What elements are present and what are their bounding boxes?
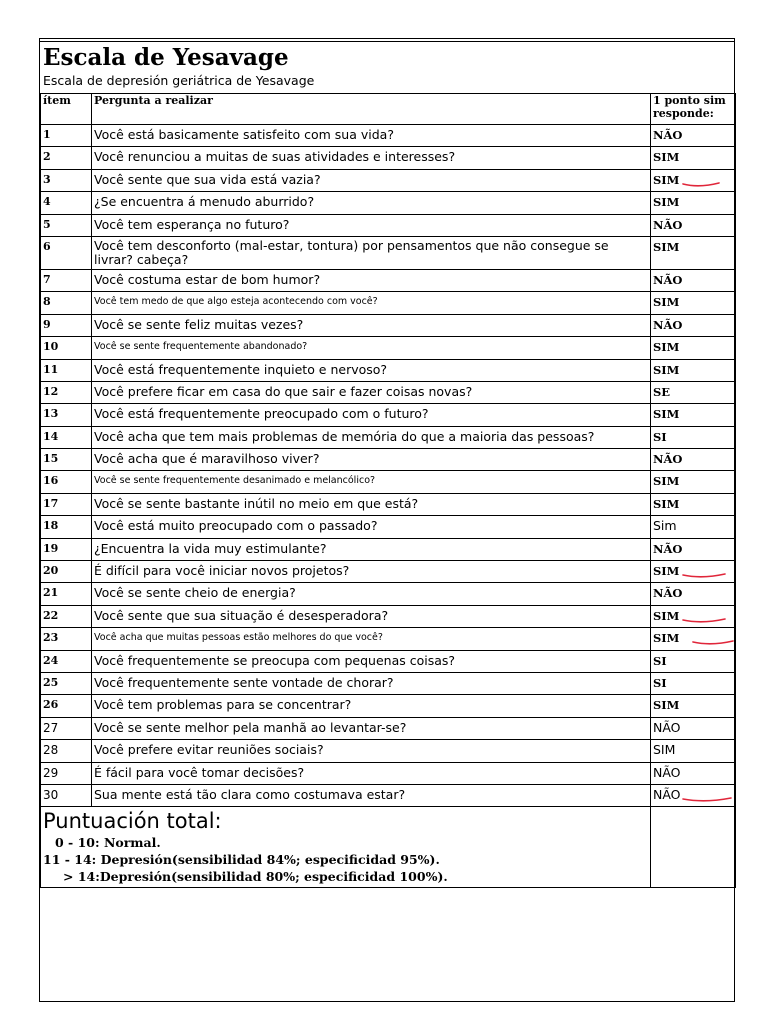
answer-cell xyxy=(651,605,736,627)
table-row xyxy=(41,359,736,381)
table-row xyxy=(41,583,736,605)
question-text: Você sente que sua situação é desesperadora? xyxy=(92,605,651,627)
answer-cell xyxy=(651,337,736,359)
question-text: Você sente que sua vida está vazia? xyxy=(92,169,651,191)
question-text: Você prefere evitar reuniões sociais? xyxy=(92,740,651,762)
table-row xyxy=(41,471,736,493)
question-text: Você costuma estar de bom humor? xyxy=(92,269,651,291)
header-answer xyxy=(651,94,736,125)
answer-cell xyxy=(651,717,736,739)
answer-value: SIM xyxy=(653,742,676,758)
item-number: 13 xyxy=(41,404,92,426)
answer-cell xyxy=(651,192,736,214)
answer-value: SIM xyxy=(653,407,680,422)
item-number: 26 xyxy=(41,695,92,717)
question-text: Você se sente frequentemente abandonado? xyxy=(92,337,651,359)
table-row xyxy=(41,269,736,291)
table-row xyxy=(41,192,736,214)
item-number: 21 xyxy=(41,583,92,605)
item-number: 1 xyxy=(41,125,92,147)
answer-value: NÃO xyxy=(653,764,681,780)
item-number: 7 xyxy=(41,269,92,291)
answer-value: SI xyxy=(653,675,667,690)
table-row xyxy=(41,628,736,650)
answer-cell xyxy=(651,381,736,403)
total-score-value-cell xyxy=(651,807,736,888)
answer-cell xyxy=(651,359,736,381)
question-text: É difícil para você iniciar novos projetos? xyxy=(92,561,651,583)
total-range-moderate: 11 - 14: Depresión(sensibilidad 84%; especificidad 95%). xyxy=(43,852,440,868)
answer-value: SIM xyxy=(653,698,680,713)
handwritten-underline-mark xyxy=(691,628,735,648)
answer-cell xyxy=(651,538,736,560)
table-row xyxy=(41,493,736,515)
item-number: 16 xyxy=(41,471,92,493)
question-text: Você frequentemente se preocupa com pequenas coisas? xyxy=(92,650,651,672)
item-number: 12 xyxy=(41,381,92,403)
answer-cell xyxy=(651,449,736,471)
answer-cell xyxy=(651,561,736,583)
table-row xyxy=(41,717,736,739)
table-row xyxy=(41,538,736,560)
table-row xyxy=(41,605,736,627)
item-number: 19 xyxy=(41,538,92,560)
table-row xyxy=(41,125,736,147)
answer-value: NÃO xyxy=(653,317,683,332)
question-text: ¿Se encuentra á menudo aburrido? xyxy=(92,192,651,214)
document-subtitle: Escala de depresión geriátrica de Yesavage xyxy=(43,73,315,88)
answer-cell xyxy=(651,628,736,650)
item-number: 23 xyxy=(41,628,92,650)
item-number: 15 xyxy=(41,449,92,471)
question-text: Você acha que é maravilhoso viver? xyxy=(92,449,651,471)
answer-value: SIM xyxy=(653,631,680,646)
answer-value: SIM xyxy=(653,150,680,165)
answer-value: NÃO xyxy=(653,541,683,556)
answer-value: NÃO xyxy=(653,452,683,467)
answer-value: SIM xyxy=(653,172,680,187)
question-text: Você tem esperança no futuro? xyxy=(92,214,651,236)
question-text: Você se sente feliz muitas vezes? xyxy=(92,314,651,336)
answer-value: SI xyxy=(653,653,667,668)
item-number: 3 xyxy=(41,169,92,191)
answer-cell xyxy=(651,292,736,314)
item-number: 18 xyxy=(41,516,92,538)
question-text: Você se sente frequentemente desanimado e melancólico? xyxy=(92,471,651,493)
answer-value: SIM xyxy=(653,362,680,377)
scale-sheet xyxy=(39,38,735,1002)
answer-value: NÃO xyxy=(653,586,683,601)
table-row xyxy=(41,784,736,806)
answer-cell xyxy=(651,516,736,538)
answer-value: NÃO xyxy=(653,217,683,232)
total-score-cell xyxy=(41,807,651,888)
table-row xyxy=(41,740,736,762)
table-row xyxy=(41,650,736,672)
question-text: Você tem problemas para se concentrar? xyxy=(92,695,651,717)
answer-cell xyxy=(651,125,736,147)
question-text: Você prefere ficar em casa do que sair e fazer coisas novas? xyxy=(92,381,651,403)
question-text: Você tem desconforto (mal-estar, tontura) por pensamentos que não consegue se livrar? cabeça? xyxy=(92,236,651,269)
table-row xyxy=(41,426,736,448)
answer-cell xyxy=(651,404,736,426)
answer-value: NÃO xyxy=(653,786,681,802)
table-row xyxy=(41,695,736,717)
table-row xyxy=(41,449,736,471)
table-row xyxy=(41,762,736,784)
table-row xyxy=(41,516,736,538)
document-title: Escala de Yesavage xyxy=(43,44,289,71)
total-score-row xyxy=(41,807,736,888)
answer-value: SE xyxy=(653,384,671,399)
answer-value: SIM xyxy=(653,295,680,310)
answer-value: SIM xyxy=(653,608,680,623)
question-text: Você renunciou a muitas de suas atividades e interesses? xyxy=(92,147,651,169)
handwritten-underline-mark xyxy=(681,170,721,190)
question-text: Você está basicamente satisfeito com sua vida? xyxy=(92,125,651,147)
answer-cell xyxy=(651,740,736,762)
answer-cell xyxy=(651,695,736,717)
table-row xyxy=(41,147,736,169)
answer-cell xyxy=(651,672,736,694)
item-number: 17 xyxy=(41,493,92,515)
handwritten-underline-mark xyxy=(681,561,727,581)
total-score-title: Puntuación total: xyxy=(43,809,222,834)
answer-value: SIM xyxy=(653,564,680,579)
question-text: Você acha que tem mais problemas de memória do que a maioria das pessoas? xyxy=(92,426,651,448)
total-range-severe: > 14:Depresión(sensibilidad 80%; especificidad 100%). xyxy=(63,869,448,885)
table-row xyxy=(41,381,736,403)
item-number: 29 xyxy=(41,762,92,784)
item-number: 11 xyxy=(41,359,92,381)
handwritten-underline-mark xyxy=(681,785,733,805)
table-row xyxy=(41,404,736,426)
header-item: ítem xyxy=(41,94,92,125)
item-number: 4 xyxy=(41,192,92,214)
top-border-line xyxy=(40,41,734,42)
item-number: 2 xyxy=(41,147,92,169)
question-text: É fácil para você tomar decisões? xyxy=(92,762,651,784)
question-text: Você tem medo de que algo esteja acontecendo com você? xyxy=(92,292,651,314)
answer-value: SIM xyxy=(653,239,680,254)
question-text: Você acha que muitas pessoas estão melhores do que você? xyxy=(92,628,651,650)
question-text: Você se sente melhor pela manhã ao levantar-se? xyxy=(92,717,651,739)
item-number: 8 xyxy=(41,292,92,314)
answer-cell xyxy=(651,650,736,672)
answer-cell xyxy=(651,269,736,291)
question-text: Você está frequentemente preocupado com o futuro? xyxy=(92,404,651,426)
question-text: Você se sente cheio de energia? xyxy=(92,583,651,605)
answer-cell xyxy=(651,471,736,493)
item-number: 9 xyxy=(41,314,92,336)
header-answer-line1: 1 ponto sim xyxy=(653,94,726,107)
answer-cell xyxy=(651,493,736,515)
item-number: 28 xyxy=(41,740,92,762)
answer-cell xyxy=(651,784,736,806)
answer-cell xyxy=(651,169,736,191)
answer-cell xyxy=(651,762,736,784)
table-header-row xyxy=(41,94,736,125)
answer-value: Sim xyxy=(653,518,677,534)
table-row xyxy=(41,314,736,336)
item-number: 10 xyxy=(41,337,92,359)
answer-value: SIM xyxy=(653,195,680,210)
answer-cell xyxy=(651,147,736,169)
answer-value: SIM xyxy=(653,340,680,355)
answer-cell xyxy=(651,583,736,605)
table-row xyxy=(41,561,736,583)
table-row xyxy=(41,292,736,314)
answer-value: SIM xyxy=(653,496,680,511)
question-text: Sua mente está tão clara como costumava estar? xyxy=(92,784,651,806)
table-row xyxy=(41,236,736,269)
table-row xyxy=(41,169,736,191)
total-range-normal: 0 - 10: Normal. xyxy=(55,835,161,851)
answer-value: SI xyxy=(653,429,667,444)
question-text: Você está muito preocupado com o passado? xyxy=(92,516,651,538)
table-row xyxy=(41,672,736,694)
question-text: Você está frequentemente inquieto e nervoso? xyxy=(92,359,651,381)
table-row xyxy=(41,337,736,359)
answer-cell xyxy=(651,236,736,269)
answer-cell xyxy=(651,214,736,236)
item-number: 24 xyxy=(41,650,92,672)
item-number: 20 xyxy=(41,561,92,583)
item-number: 14 xyxy=(41,426,92,448)
handwritten-underline-mark xyxy=(681,606,727,626)
item-number: 25 xyxy=(41,672,92,694)
answer-value: NÃO xyxy=(653,719,681,735)
header-answer-line2: responde: xyxy=(653,107,714,120)
answer-value: NÃO xyxy=(653,128,683,142)
item-number: 22 xyxy=(41,605,92,627)
item-number: 5 xyxy=(41,214,92,236)
header-question: Pergunta a realizar xyxy=(92,94,651,125)
table-row xyxy=(41,214,736,236)
question-text: ¿Encuentra la vida muy estimulante? xyxy=(92,538,651,560)
answer-cell xyxy=(651,314,736,336)
answer-cell xyxy=(651,426,736,448)
yesavage-table xyxy=(40,93,736,888)
item-number: 30 xyxy=(41,784,92,806)
item-number: 6 xyxy=(41,236,92,269)
question-text: Você frequentemente sente vontade de chorar? xyxy=(92,672,651,694)
item-number: 27 xyxy=(41,717,92,739)
answer-value: SIM xyxy=(653,474,680,489)
answer-value: NÃO xyxy=(653,272,683,287)
question-text: Você se sente bastante inútil no meio em que está? xyxy=(92,493,651,515)
